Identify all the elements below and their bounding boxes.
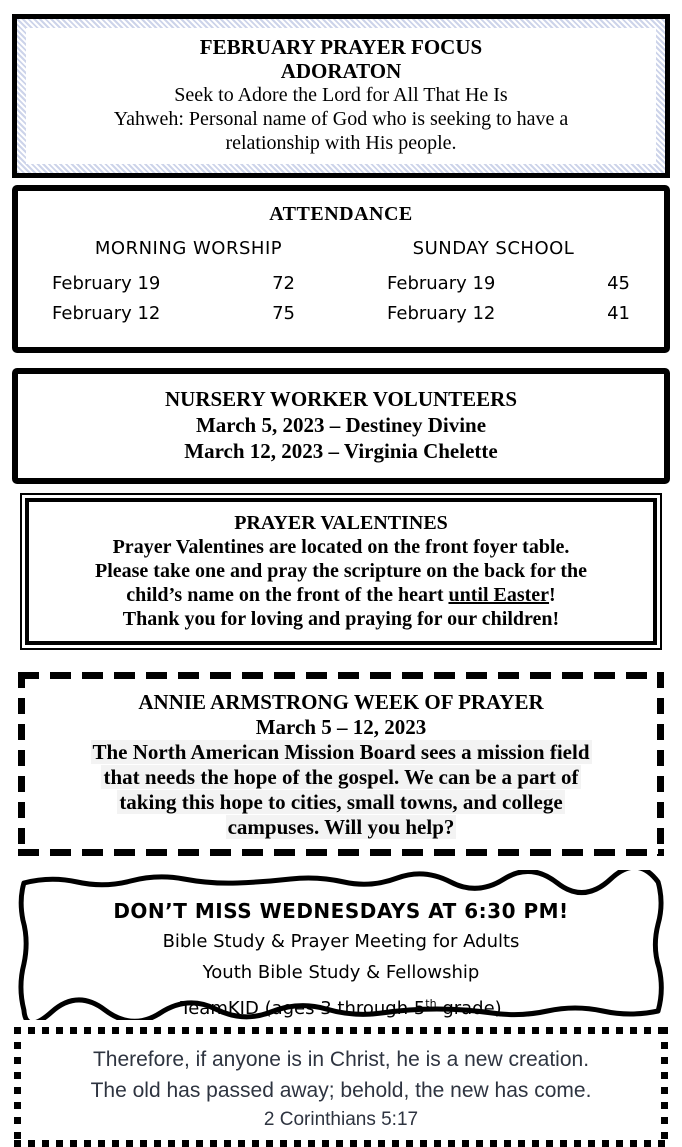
attendance-count: 72 <box>272 273 295 294</box>
teamkid-text: grade) <box>436 998 502 1019</box>
nursery-title: NURSERY WORKER VOLUNTEERS <box>164 387 518 411</box>
attendance-title: ATTENDANCE <box>269 203 413 225</box>
nursery-entry: March 5, 2023 – Destiney Divine <box>195 413 487 437</box>
wednesdays-box <box>16 870 666 1020</box>
attendance-date: February 19 <box>52 273 161 294</box>
table-row <box>36 299 341 329</box>
morning-worship-header: MORNING WORSHIP <box>94 238 283 259</box>
dashed-border-top <box>18 672 664 679</box>
attendance-count: 45 <box>607 273 630 294</box>
prayer-focus-title-line1: FEBRUARY PRAYER FOCUS <box>199 35 483 59</box>
attendance-count: 75 <box>272 303 295 324</box>
nursery-volunteers-box <box>12 368 670 484</box>
attendance-table <box>36 238 646 329</box>
table-row <box>341 269 646 299</box>
sunday-school-column <box>341 238 646 329</box>
morning-worship-column <box>36 238 341 329</box>
wednesdays-line: Bible Study & Prayer Meeting for Adults <box>162 931 520 952</box>
annie-body-line <box>32 740 650 765</box>
verse-reference: 2 Corinthians 5:17 <box>263 1109 419 1130</box>
prayer-valentines-content <box>25 498 657 645</box>
teamkid-text: TeamKID (ages 3 through 5 <box>180 998 426 1019</box>
dotted-border-bottom <box>14 1140 668 1147</box>
valentines-underlined-text: until Easter <box>448 584 550 606</box>
prayer-focus-body-line2: Yahweh: Personal name of God who is seeking to have a <box>113 108 569 130</box>
valentines-line-text: child’s name on the front of the heart <box>126 584 449 606</box>
attendance-date: February 12 <box>387 303 496 324</box>
annie-armstrong-box <box>18 672 664 856</box>
teamkid-superscript: th <box>425 997 437 1010</box>
valentines-line-text: ! <box>549 584 556 606</box>
annie-title: ANNIE ARMSTRONG WEEK OF PRAYER <box>138 690 544 714</box>
annie-body-text: The North American Mission Board sees a mission field <box>92 740 590 764</box>
nursery-entry: March 12, 2023 – Virginia Chelette <box>184 439 498 463</box>
prayer-focus-body-line3: relationship with His people. <box>225 132 457 154</box>
valentines-line: Thank you for loving and praying for our children! <box>122 608 560 630</box>
wednesdays-content <box>16 870 666 1024</box>
table-row <box>36 269 341 299</box>
prayer-focus-box <box>12 14 670 178</box>
dotted-border-left <box>14 1027 21 1147</box>
dashed-border-bottom <box>18 849 664 856</box>
dashed-border-left <box>18 672 25 856</box>
annie-body-text: that needs the hope of the gospel. We can be a part of <box>103 765 579 789</box>
dotted-border-right <box>661 1027 668 1147</box>
table-row <box>341 299 646 329</box>
verse-box <box>14 1027 668 1147</box>
attendance-box <box>12 185 670 353</box>
attendance-count: 41 <box>607 303 630 324</box>
prayer-focus-body-line1: Seek to Adore the Lord for All That He Is <box>174 84 508 106</box>
valentines-line <box>33 583 649 607</box>
annie-body-line <box>32 815 650 840</box>
annie-body-line <box>32 765 650 790</box>
prayer-focus-content <box>26 28 656 164</box>
verse-line: Therefore, if anyone is in Christ, he is a new creation. <box>92 1048 590 1071</box>
attendance-date: February 12 <box>52 303 161 324</box>
valentines-line: Prayer Valentines are located on the front foyer table. <box>112 536 570 558</box>
annie-body-text: campuses. Will you help? <box>227 815 455 839</box>
annie-body-text: taking this hope to cities, small towns, and college <box>119 790 563 814</box>
annie-dates: March 5 – 12, 2023 <box>255 715 427 739</box>
verse-line: The old has passed away; behold, the new has come. <box>90 1079 592 1102</box>
wednesdays-line <box>46 988 636 1024</box>
prayer-focus-title-line2: ADORATON <box>280 59 402 83</box>
attendance-date: February 19 <box>387 273 496 294</box>
dashed-border-right <box>657 672 664 856</box>
valentines-line: Please take one and pray the scripture on the back for the <box>94 560 587 582</box>
dotted-border-top <box>14 1027 668 1034</box>
sunday-school-header: SUNDAY SCHOOL <box>412 238 575 259</box>
wednesdays-title: DON’T MISS WEDNESDAYS AT 6:30 PM! <box>113 899 569 923</box>
wednesdays-line: Youth Bible Study & Fellowship <box>202 962 480 983</box>
valentines-title: PRAYER VALENTINES <box>234 512 448 534</box>
annie-body-line <box>32 790 650 815</box>
prayer-valentines-box <box>20 493 662 650</box>
